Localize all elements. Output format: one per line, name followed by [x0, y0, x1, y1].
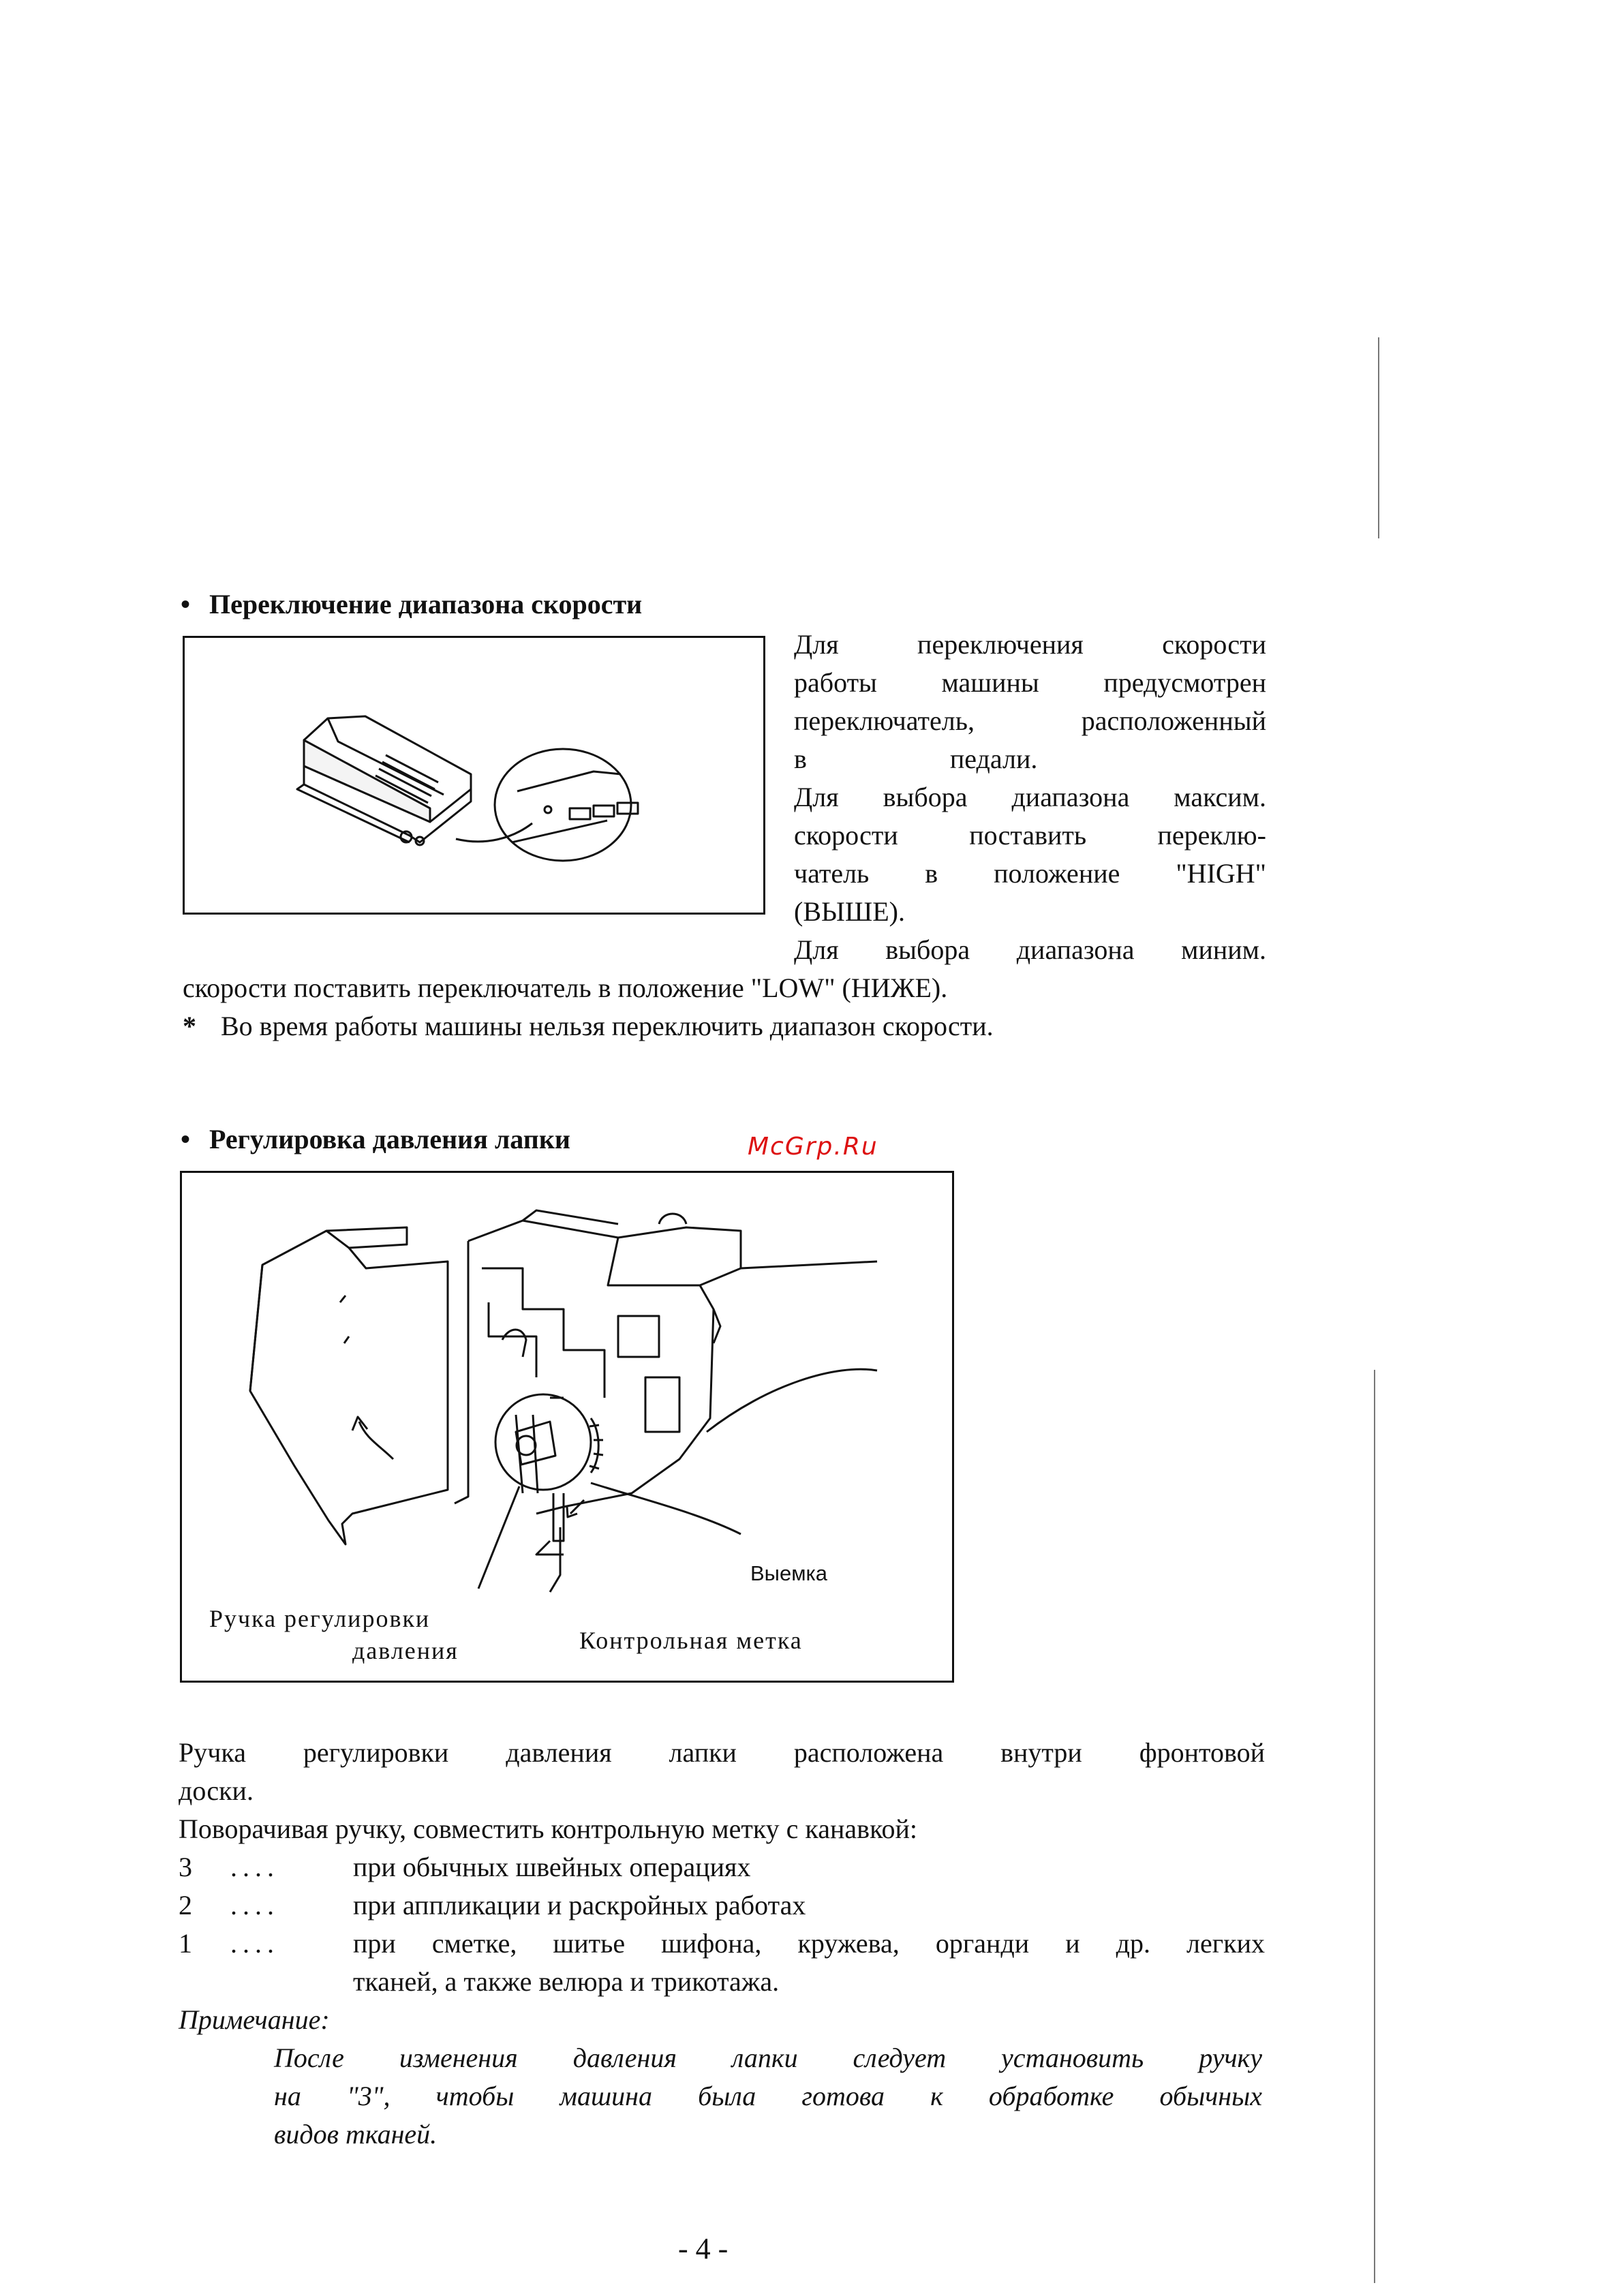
item-3-text: при обычных швейных операциях — [353, 1852, 751, 1882]
note-label: Примечание: — [179, 2004, 330, 2035]
s1-right-line-7: чатель в положение "HIGH" — [794, 858, 1266, 889]
note-line-3: видов тканей. — [274, 2119, 438, 2149]
s1-full-line: скорости поставить переключатель в положение "LOW" (НИЖЕ). — [183, 973, 948, 1003]
label-knob-line1: Ручка регулировки — [209, 1605, 431, 1632]
label-knob-line2: давления — [352, 1637, 459, 1664]
s1-note-text: Во время работы машины нельзя переключить диапазон скорости. — [221, 1011, 994, 1041]
item-1-num: 1 — [179, 1928, 192, 1959]
s1-right-line-5: Для выбора диапазона максим. — [794, 782, 1266, 812]
s1-right-line-3: переключатель, расположенный — [794, 705, 1266, 736]
item-2-text: при аппликации и раскройных работах — [353, 1890, 806, 1920]
s1-right-line-8: (ВЫШЕ). — [794, 896, 905, 927]
section2-heading — [181, 1123, 570, 1155]
s2-para-line-1: Ручка регулировки давления лапки расположена внутри фронтовой — [179, 1737, 1265, 1768]
section1-heading-text: Переключение диапазона скорости — [209, 589, 643, 619]
s2-para-line-2: доски. — [179, 1775, 254, 1806]
s1-right-line-2: работы машины предусмотрен — [794, 667, 1266, 698]
pedal-figure — [183, 636, 765, 915]
item-3-num: 3 — [179, 1852, 192, 1882]
s1-right-line-4: в педали. — [794, 744, 1038, 774]
section2-heading-text: Регулировка давления лапки — [209, 1124, 570, 1154]
note-asterisk: * — [183, 1011, 196, 1041]
s1-right-line-1: Для переключения скорости — [794, 629, 1266, 660]
section1-heading — [181, 588, 642, 620]
label-notch: Выемка — [750, 1561, 827, 1585]
item-2-dots: .... — [230, 1890, 279, 1920]
s1-right-line-6: скорости поставить переклю- — [794, 820, 1266, 851]
scan-edge-line-top — [1378, 337, 1379, 538]
bullet: • — [181, 589, 191, 619]
page-number: - 4 - — [678, 2232, 729, 2265]
item-2-num: 2 — [179, 1890, 192, 1920]
label-mark: Контрольная метка — [579, 1627, 803, 1654]
item-1-text-cont: тканей, а также велюра и трикотажа. — [353, 1966, 780, 1997]
s2-para-line-3: Поворачивая ручку, совместить контрольную метку с канавкой: — [179, 1813, 917, 1844]
foot-pedal-illustration — [185, 638, 763, 913]
item-3-dots: .... — [230, 1852, 279, 1882]
watermark: McGrp.Ru — [748, 1133, 878, 1161]
bullet: • — [181, 1124, 191, 1154]
note-line-1: После изменения давления лапки следует установить ручку — [274, 2042, 1262, 2073]
scan-edge-line-bottom — [1374, 1370, 1375, 2283]
s1-right-line-9: Для выбора диапазона миним. — [794, 934, 1266, 965]
s1-note — [183, 1007, 994, 1045]
item-1-dots: .... — [230, 1928, 279, 1959]
pressure-figure — [180, 1171, 954, 1683]
item-1-text: при сметке, шитье шифона, кружева, органди и др. легких — [353, 1928, 1265, 1959]
note-line-2: на "3", чтобы машина была готова к обработке обычных — [274, 2081, 1262, 2111]
